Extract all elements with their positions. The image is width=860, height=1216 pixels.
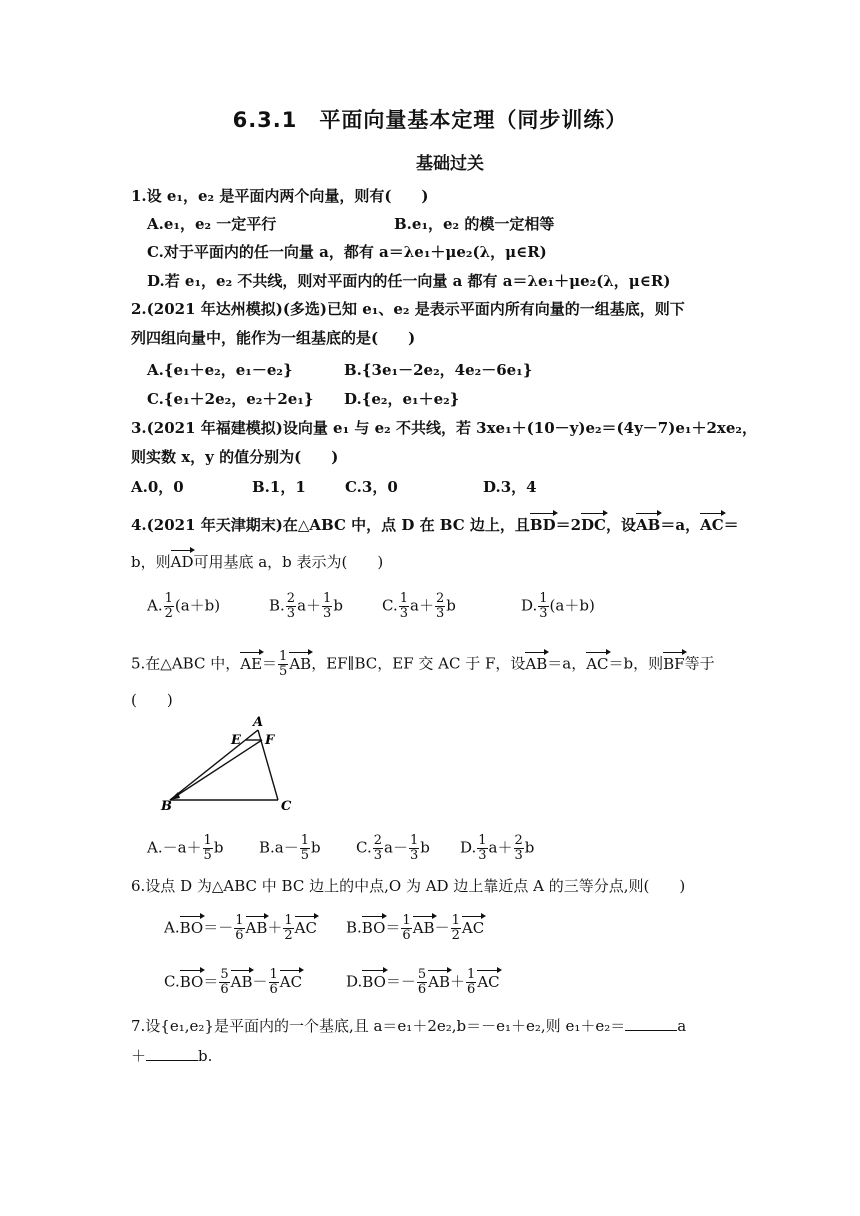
q6-c-eq: ＝ (203, 972, 219, 991)
q6-b-eq: ＝ (385, 918, 401, 937)
numerator: 1 (402, 913, 411, 928)
q6-option-d (346, 968, 500, 997)
numerator: 1 (467, 967, 476, 982)
numerator: 2 (286, 591, 296, 606)
q4-c-label: C. (382, 596, 398, 615)
fraction (401, 914, 411, 943)
denominator: 3 (399, 606, 408, 621)
q4-vector-ad: AD (170, 553, 194, 571)
denominator: 3 (435, 606, 445, 621)
q5-a-label: A.－a＋ (147, 838, 202, 857)
denominator: 3 (514, 848, 523, 863)
q2-stem-line2: 列四组向量中，能作为一组基底的是( ) (131, 329, 416, 347)
denominator: 5 (279, 664, 288, 679)
q5-vector-ab: AB (289, 654, 312, 673)
q6-vector-ac: AC (477, 972, 500, 991)
q4-a-rest: (a＋b) (174, 596, 221, 615)
q3-option-a: A.0，0 (131, 478, 184, 496)
denominator: 2 (451, 928, 460, 943)
label-c: C (281, 799, 292, 812)
numerator: 1 (323, 591, 332, 606)
denominator: 2 (164, 606, 173, 621)
q5-vector-ab2: AB (525, 654, 548, 673)
numerator: 1 (478, 833, 487, 848)
q4-text-line2a: b，则 (131, 553, 171, 571)
denominator: 3 (478, 848, 487, 863)
segment-ba (170, 730, 258, 800)
fraction (283, 914, 293, 943)
q4-text-eq3: ＝ (723, 516, 739, 534)
label-e: E (231, 733, 241, 748)
denominator: 3 (539, 606, 548, 621)
q4-stem-line1 (131, 515, 739, 535)
q6-d-label: D. (346, 972, 363, 991)
q4-d-label: D. (521, 596, 538, 615)
numerator: 2 (435, 591, 445, 606)
q4-stem-line2 (131, 552, 383, 572)
q6-vector-bo: BO (179, 918, 204, 937)
fraction (451, 914, 461, 943)
q5-text-mid: ，EF∥BC，EF 交 AC 于 F，设 (311, 654, 526, 673)
q5-text-eq2: ＝a， (547, 654, 587, 673)
numerator: 1 (203, 833, 212, 848)
q5-option-d (460, 834, 534, 863)
q4-text-line2b: 可用基底 a，b 表示为( ) (193, 553, 384, 571)
q5-b-label: B.a－ (259, 838, 299, 857)
denominator: 3 (286, 606, 296, 621)
q7-text-line1a: 7.设{e₁,e₂}是平面内的一个基底,且 a＝e₁＋2e₂,b＝－e₁＋e₂,则 e₁＋e₂＝ (131, 1017, 626, 1035)
q1-option-b: B.e₁，e₂ 的模一定相等 (394, 215, 555, 233)
q4-b-label: B. (269, 596, 285, 615)
q6-b-op: － (434, 918, 450, 937)
fraction (538, 592, 548, 621)
q5-c-end: b (420, 838, 430, 857)
q6-option-a (164, 914, 317, 943)
q7-text-line2a: ＋ (131, 1047, 147, 1065)
q6-d-eq: ＝－ (385, 972, 416, 991)
q5-paren: ( ) (131, 691, 173, 709)
numerator: 1 (451, 913, 460, 928)
q1-option-c: C.对于平面内的任一向量 a，都有 a＝λe₁＋μe₂(λ，μ∈R) (147, 243, 547, 261)
fraction (286, 592, 296, 621)
numerator: 1 (409, 833, 419, 848)
q6-vector-ac: AC (294, 918, 317, 937)
numerator: 1 (269, 967, 278, 982)
q3-option-d: D.3，4 (483, 478, 537, 496)
numerator: 1 (300, 833, 310, 848)
q6-c-op: － (252, 972, 268, 991)
fraction (164, 592, 174, 621)
q4-vector-dc: DC (581, 516, 606, 534)
label-b: B (161, 799, 172, 812)
q2-stem-line1: 2.(2021 年达州模拟)(多选)已知 e₁、e₂ 是表示平面内所有向量的一组基底，则下 (131, 300, 685, 318)
q3-stem-line1: 3.(2021 年福建模拟)设向量 e₁ 与 e₂ 不共线，若 3xe₁＋(10－y)e₂＝(4y－7)e₁＋2xe₂， (131, 419, 757, 437)
q3-option-b: B.1，1 (252, 478, 306, 496)
segment-bf (170, 740, 262, 800)
denominator: 6 (417, 982, 427, 997)
answer-blank-2[interactable] (146, 1046, 198, 1061)
denominator: 6 (269, 982, 278, 997)
q1-option-a: A.e₁，e₂ 一定平行 (147, 215, 277, 233)
q3-option-c: C.3，0 (345, 478, 398, 496)
q7-text-line1b: a (677, 1017, 687, 1035)
q5-text-end: 等于 (684, 654, 715, 673)
q6-vector-bo: BO (362, 972, 386, 991)
section-heading: 基础过关 (416, 154, 484, 174)
q5-d-end: b (524, 838, 535, 857)
label-a: A (253, 715, 264, 730)
numerator: 1 (279, 649, 288, 664)
q7-stem-line1 (131, 1016, 686, 1036)
q4-vector-bd: BD (529, 516, 556, 534)
fraction (409, 834, 419, 863)
q6-vector-bo: BO (179, 972, 204, 991)
q4-text-eq1: ＝2 (555, 516, 582, 534)
q7-stem-line2 (131, 1046, 212, 1066)
numerator: 2 (514, 833, 523, 848)
q4-text-eq2: ＝a， (660, 516, 701, 534)
numerator: 5 (417, 967, 427, 982)
q5-c-label: C. (356, 838, 372, 857)
q5-vector-bf: BF (663, 654, 685, 673)
q7-text-line2b: b. (198, 1047, 213, 1065)
fraction (322, 592, 332, 621)
q6-vector-ab: AB (230, 972, 253, 991)
page-title: 6.3.1 平面向量基本定理（同步训练） (232, 108, 628, 132)
q6-vector-ab: AB (428, 972, 451, 991)
q4-option-a (147, 592, 220, 621)
numerator: 1 (284, 913, 293, 928)
q5-option-a (147, 834, 223, 863)
q1-option-d: D.若 e₁，e₂ 不共线，则对平面内的任一向量 a 都有 a＝λe₁＋μe₂(λ，μ∈R) (147, 272, 671, 290)
q5-vector-ae: AE (240, 654, 263, 673)
numerator: 5 (220, 967, 229, 982)
q6-vector-bo: BO (361, 918, 386, 937)
q6-vector-ac: AC (461, 918, 485, 937)
q6-option-c (164, 968, 302, 997)
fraction (203, 834, 213, 863)
q5-option-b (259, 834, 321, 863)
q1-stem: 1.设 e₁，e₂ 是平面内两个向量，则有( ) (131, 187, 429, 205)
fraction (435, 592, 445, 621)
numerator: 1 (235, 913, 244, 928)
q2-option-b: B.{3e₁－2e₂，4e₂－6e₁} (344, 361, 533, 379)
denominator: 2 (284, 928, 293, 943)
fraction (417, 968, 427, 997)
q3-stem-line2: 则实数 x，y 的值分别为( ) (131, 448, 339, 466)
q6-d-op: ＋ (450, 972, 466, 991)
q6-vector-ab: AB (412, 918, 435, 937)
numerator: 1 (164, 591, 173, 606)
q5-c-mid: a－ (384, 838, 408, 857)
denominator: 3 (323, 606, 332, 621)
fraction (514, 834, 524, 863)
q5-text-eq: ＝ (262, 654, 278, 673)
q4-c-end: b (446, 596, 456, 615)
q2-option-a: A.{e₁＋e₂，e₁－e₂} (147, 361, 293, 379)
q5-text-eq3: ＝b，则 (608, 654, 664, 673)
denominator: 6 (235, 928, 244, 943)
denominator: 3 (409, 848, 419, 863)
fraction (219, 968, 229, 997)
q4-d-rest: (a＋b) (549, 596, 595, 615)
q5-d-label: D. (460, 838, 477, 857)
q6-vector-ab: AB (245, 918, 268, 937)
denominator: 5 (300, 848, 310, 863)
denominator: 3 (373, 848, 382, 863)
q4-b-end: b (333, 596, 343, 615)
numerator: 1 (399, 591, 408, 606)
q5-vector-ac: AC (586, 654, 609, 673)
q4-vector-ab: AB (636, 516, 661, 534)
denominator: 6 (220, 982, 229, 997)
answer-blank-1[interactable] (625, 1016, 677, 1031)
q4-a-label: A. (147, 596, 163, 615)
q4-option-d (521, 592, 595, 621)
q4-text-prefix: 4.(2021 年天津期末)在△ABC 中，点 D 在 BC 边上，且 (131, 516, 530, 534)
denominator: 5 (203, 848, 212, 863)
q5-option-c (356, 834, 430, 863)
q5-a-end: b (213, 838, 224, 857)
q6-stem: 6.设点 D 为△ABC 中 BC 边上的中点,O 为 AD 边上靠近点 A 的三等分点,则( ) (131, 877, 686, 895)
q6-a-eq: ＝－ (203, 918, 234, 937)
q6-a-label: A. (164, 918, 180, 937)
fraction (477, 834, 487, 863)
q5-text-prefix: 5.在△ABC 中， (131, 654, 241, 673)
q6-b-label: B. (346, 918, 362, 937)
q4-text-mid: ，设 (606, 516, 637, 534)
numerator: 1 (539, 591, 548, 606)
q6-option-b (346, 914, 484, 943)
fraction (399, 592, 409, 621)
fraction (466, 968, 476, 997)
q4-b-mid: a＋ (297, 596, 322, 615)
q4-c-mid: a＋ (410, 596, 434, 615)
q4-vector-ac: AC (700, 516, 724, 534)
denominator: 6 (467, 982, 476, 997)
fraction (300, 834, 310, 863)
q6-c-label: C. (164, 972, 180, 991)
fraction (234, 914, 244, 943)
fraction (373, 834, 383, 863)
q6-vector-ac: AC (279, 972, 303, 991)
label-f: F (265, 733, 275, 748)
q5-d-mid: a＋ (488, 838, 513, 857)
fraction (278, 650, 288, 679)
q6-a-op: ＋ (267, 918, 283, 937)
fraction (269, 968, 279, 997)
q2-option-c: C.{e₁＋2e₂，e₂＋2e₁} (147, 390, 314, 408)
numerator: 2 (373, 833, 382, 848)
q4-option-c (382, 592, 456, 621)
q4-option-b (269, 592, 343, 621)
q5-stem-line1 (131, 650, 715, 679)
triangle-figure (160, 712, 310, 812)
q5-b-end: b (311, 838, 321, 857)
q2-option-d: D.{e₂，e₁＋e₂} (344, 390, 460, 408)
denominator: 6 (402, 928, 411, 943)
